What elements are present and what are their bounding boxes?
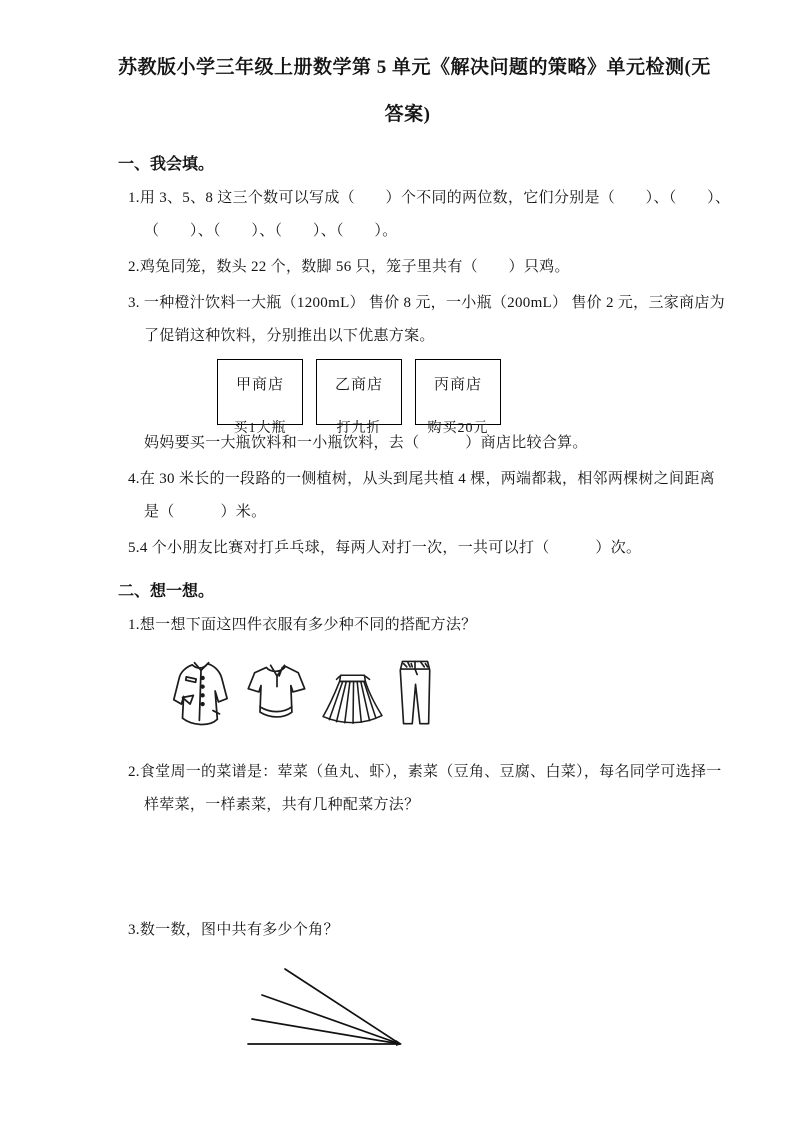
page-title-line2: 答案)	[384, 104, 431, 125]
trousers-icon	[394, 656, 436, 728]
s2-q2-line1: 2.食堂周一的菜谱是：荤菜（鱼丸、虾），素菜（豆角、豆腐、白菜），每名同学可选择一	[128, 764, 722, 780]
store-b-offer: 打九折	[336, 421, 382, 436]
s1-q2: 2.鸡兔同笼，数头 22 个，数脚 56 只，笼子里共有（ ）只鸡。	[128, 259, 570, 275]
s1-q1-line2: （ ）、（ ）、（ ）、（ ）。	[144, 223, 398, 239]
store-card-c	[415, 359, 501, 436]
s2-q2-line2: 样荤菜，一样素菜，共有几种配菜方法？	[144, 797, 420, 813]
s1-q3-line3: 妈妈要买一大瓶饮料和一小瓶饮料，去（ ）商店比较合算。	[144, 435, 588, 451]
angle-figure	[240, 959, 697, 1062]
s1-q4-line2: 是（ ）米。	[144, 504, 267, 520]
store-c-offer: 购买20元	[427, 421, 489, 436]
store-b-name: 乙商店	[334, 377, 383, 393]
s1-q1-line1: 1.用 3、5、8 这三个数可以写成（ ）个不同的两位数，它们分别是（ ）、（ ）、	[128, 190, 731, 206]
clothes-figure	[168, 650, 697, 728]
section2-heading: 二、想一想。	[118, 583, 215, 600]
s1-q3-line1: 3. 一种橙汁饮料一大瓶（1200mL） 售价 8 元，一小瓶（200mL） 售价 2 元，三家商店为	[128, 295, 725, 311]
s1-q3-line2: 了促销这种饮料，分别推出以下优惠方案。	[144, 328, 435, 344]
page-title-line1: 苏教版小学三年级上册数学第 5 单元《解决问题的策略》单元检测(无	[118, 57, 711, 78]
s1-q4-line1: 4.在 30 米长的一段路的一侧植树，从头到尾共植 4 棵，两端都栽，相邻两棵树之间距离	[128, 471, 715, 487]
store-c-name: 丙商店	[433, 377, 482, 393]
pleated-skirt-icon	[320, 670, 384, 728]
store-offer-cards	[217, 359, 697, 436]
section1-heading: 一、我会填。	[118, 156, 215, 173]
store-a-offer: 买1大瓶	[233, 421, 287, 436]
store-a-name: 甲商店	[235, 377, 284, 393]
store-card-a	[217, 359, 303, 436]
s2-q3: 3.数一数，图中共有多少个角？	[128, 922, 339, 938]
jacket-icon	[168, 654, 234, 728]
polo-shirt-icon	[244, 658, 310, 728]
s1-q5: 5.4 个小朋友比赛对打乒乓球，每两人对打一次，一共可以打（ ）次。	[128, 540, 642, 556]
s2-q1: 1.想一想下面这四件衣服有多少种不同的搭配方法？	[128, 617, 477, 633]
store-card-b	[316, 359, 402, 436]
